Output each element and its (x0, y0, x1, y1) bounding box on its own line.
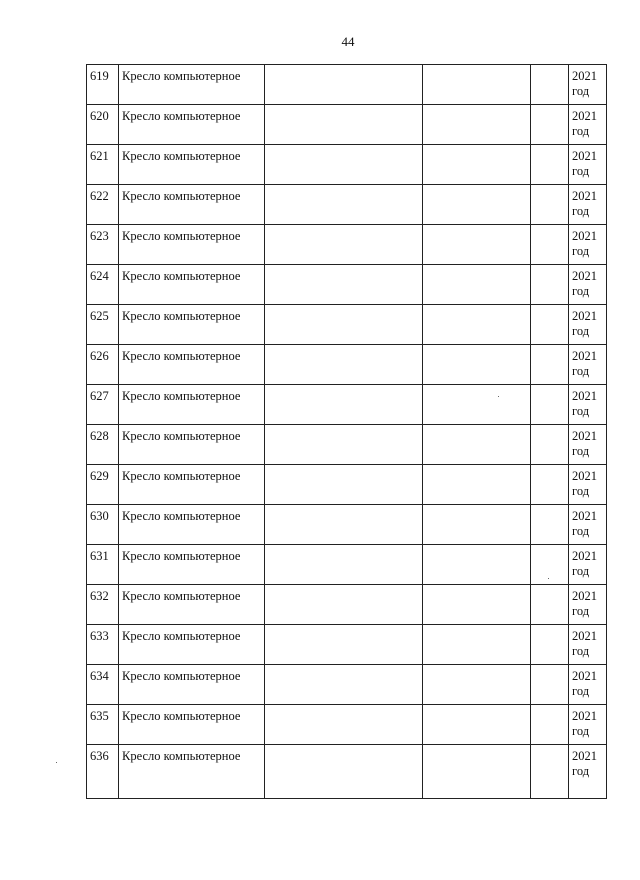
inventory-table-body (87, 65, 607, 799)
row-number: 636 (87, 745, 119, 799)
year-unit: год (572, 204, 590, 218)
empty-cell (531, 585, 569, 625)
year-value: 2021 (572, 509, 597, 523)
empty-cell (265, 585, 423, 625)
year-value: 2021 (572, 709, 597, 723)
table-row (87, 665, 607, 705)
empty-cell (423, 65, 531, 105)
year-cell (569, 145, 607, 185)
item-name: Кресло компьютерное (119, 105, 265, 145)
empty-cell (423, 585, 531, 625)
table-row (87, 145, 607, 185)
table-row (87, 425, 607, 465)
year-cell (569, 225, 607, 265)
scan-speck (56, 762, 57, 763)
page-number: 44 (341, 34, 355, 49)
table-row (87, 465, 607, 505)
year-value: 2021 (572, 349, 597, 363)
year-cell (569, 385, 607, 425)
item-name: Кресло компьютерное (119, 665, 265, 705)
table-row (87, 345, 607, 385)
row-number: 623 (87, 225, 119, 265)
year-cell (569, 505, 607, 545)
empty-cell (265, 185, 423, 225)
year-cell (569, 105, 607, 145)
item-name: Кресло компьютерное (119, 625, 265, 665)
table-row (87, 705, 607, 745)
empty-cell (531, 425, 569, 465)
item-name: Кресло компьютерное (119, 145, 265, 185)
empty-cell (265, 305, 423, 345)
empty-cell (423, 465, 531, 505)
year-value: 2021 (572, 669, 597, 683)
year-cell (569, 625, 607, 665)
empty-cell (265, 265, 423, 305)
year-unit: год (572, 764, 590, 778)
table-row (87, 185, 607, 225)
table-row (87, 105, 607, 145)
empty-cell (265, 225, 423, 265)
inventory-table (86, 64, 607, 799)
empty-cell (531, 145, 569, 185)
row-number: 624 (87, 265, 119, 305)
empty-cell (265, 505, 423, 545)
empty-cell (265, 105, 423, 145)
row-number: 632 (87, 585, 119, 625)
row-number: 621 (87, 145, 119, 185)
row-number: 627 (87, 385, 119, 425)
empty-cell (531, 745, 569, 799)
empty-cell (531, 465, 569, 505)
empty-cell (531, 185, 569, 225)
row-number: 628 (87, 425, 119, 465)
item-name: Кресло компьютерное (119, 305, 265, 345)
empty-cell (423, 385, 531, 425)
empty-cell (423, 665, 531, 705)
year-unit: год (572, 724, 590, 738)
row-number: 630 (87, 505, 119, 545)
row-number: 625 (87, 305, 119, 345)
empty-cell (531, 385, 569, 425)
year-cell (569, 465, 607, 505)
year-unit: год (572, 404, 590, 418)
year-unit: год (572, 604, 590, 618)
empty-cell (265, 425, 423, 465)
year-cell (569, 705, 607, 745)
empty-cell (423, 105, 531, 145)
row-number: 633 (87, 625, 119, 665)
empty-cell (531, 265, 569, 305)
item-name: Кресло компьютерное (119, 705, 265, 745)
year-cell (569, 305, 607, 345)
year-unit: год (572, 84, 590, 98)
table-row (87, 625, 607, 665)
item-name: Кресло компьютерное (119, 505, 265, 545)
table-row (87, 65, 607, 105)
scan-speck (498, 396, 499, 397)
row-number: 626 (87, 345, 119, 385)
empty-cell (531, 345, 569, 385)
item-name: Кресло компьютерное (119, 385, 265, 425)
year-cell (569, 265, 607, 305)
table-row (87, 305, 607, 345)
table-row (87, 585, 607, 625)
empty-cell (423, 705, 531, 745)
year-cell (569, 545, 607, 585)
item-name: Кресло компьютерное (119, 585, 265, 625)
empty-cell (423, 345, 531, 385)
empty-cell (265, 545, 423, 585)
year-cell (569, 65, 607, 105)
item-name: Кресло компьютерное (119, 225, 265, 265)
empty-cell (423, 745, 531, 799)
empty-cell (265, 145, 423, 185)
table-row (87, 505, 607, 545)
empty-cell (423, 545, 531, 585)
year-value: 2021 (572, 469, 597, 483)
year-value: 2021 (572, 149, 597, 163)
row-number: 622 (87, 185, 119, 225)
year-unit: год (572, 364, 590, 378)
year-unit: год (572, 284, 590, 298)
year-value: 2021 (572, 749, 597, 763)
item-name: Кресло компьютерное (119, 345, 265, 385)
empty-cell (423, 185, 531, 225)
empty-cell (531, 305, 569, 345)
empty-cell (531, 505, 569, 545)
item-name: Кресло компьютерное (119, 465, 265, 505)
empty-cell (265, 65, 423, 105)
year-value: 2021 (572, 429, 597, 443)
year-cell (569, 185, 607, 225)
year-value: 2021 (572, 109, 597, 123)
year-cell (569, 585, 607, 625)
empty-cell (531, 545, 569, 585)
table-row (87, 385, 607, 425)
empty-cell (531, 105, 569, 145)
year-value: 2021 (572, 229, 597, 243)
empty-cell (423, 425, 531, 465)
year-unit: год (572, 164, 590, 178)
year-unit: год (572, 444, 590, 458)
year-unit: год (572, 684, 590, 698)
empty-cell (265, 385, 423, 425)
row-number: 629 (87, 465, 119, 505)
year-cell (569, 665, 607, 705)
year-unit: год (572, 484, 590, 498)
empty-cell (265, 665, 423, 705)
year-cell (569, 345, 607, 385)
empty-cell (531, 625, 569, 665)
year-unit: год (572, 564, 590, 578)
empty-cell (265, 745, 423, 799)
empty-cell (265, 705, 423, 745)
row-number: 619 (87, 65, 119, 105)
table-row (87, 265, 607, 305)
year-value: 2021 (572, 69, 597, 83)
empty-cell (423, 225, 531, 265)
empty-cell (423, 145, 531, 185)
year-value: 2021 (572, 389, 597, 403)
empty-cell (531, 705, 569, 745)
empty-cell (423, 505, 531, 545)
table-row (87, 545, 607, 585)
empty-cell (423, 265, 531, 305)
row-number: 635 (87, 705, 119, 745)
table-row (87, 745, 607, 799)
table-row (87, 225, 607, 265)
year-unit: год (572, 324, 590, 338)
empty-cell (265, 465, 423, 505)
year-value: 2021 (572, 629, 597, 643)
year-value: 2021 (572, 189, 597, 203)
empty-cell (531, 65, 569, 105)
empty-cell (423, 305, 531, 345)
scan-speck (548, 578, 549, 579)
empty-cell (265, 625, 423, 665)
year-value: 2021 (572, 549, 597, 563)
row-number: 634 (87, 665, 119, 705)
year-unit: год (572, 244, 590, 258)
item-name: Кресло компьютерное (119, 65, 265, 105)
year-cell (569, 745, 607, 799)
empty-cell (531, 225, 569, 265)
item-name: Кресло компьютерное (119, 265, 265, 305)
row-number: 620 (87, 105, 119, 145)
year-value: 2021 (572, 589, 597, 603)
empty-cell (531, 665, 569, 705)
item-name: Кресло компьютерное (119, 185, 265, 225)
year-value: 2021 (572, 309, 597, 323)
year-unit: год (572, 644, 590, 658)
year-value: 2021 (572, 269, 597, 283)
item-name: Кресло компьютерное (119, 425, 265, 465)
item-name: Кресло компьютерное (119, 545, 265, 585)
year-unit: год (572, 124, 590, 138)
empty-cell (265, 345, 423, 385)
item-name: Кресло компьютерное (119, 745, 265, 799)
empty-cell (423, 625, 531, 665)
year-unit: год (572, 524, 590, 538)
year-cell (569, 425, 607, 465)
row-number: 631 (87, 545, 119, 585)
